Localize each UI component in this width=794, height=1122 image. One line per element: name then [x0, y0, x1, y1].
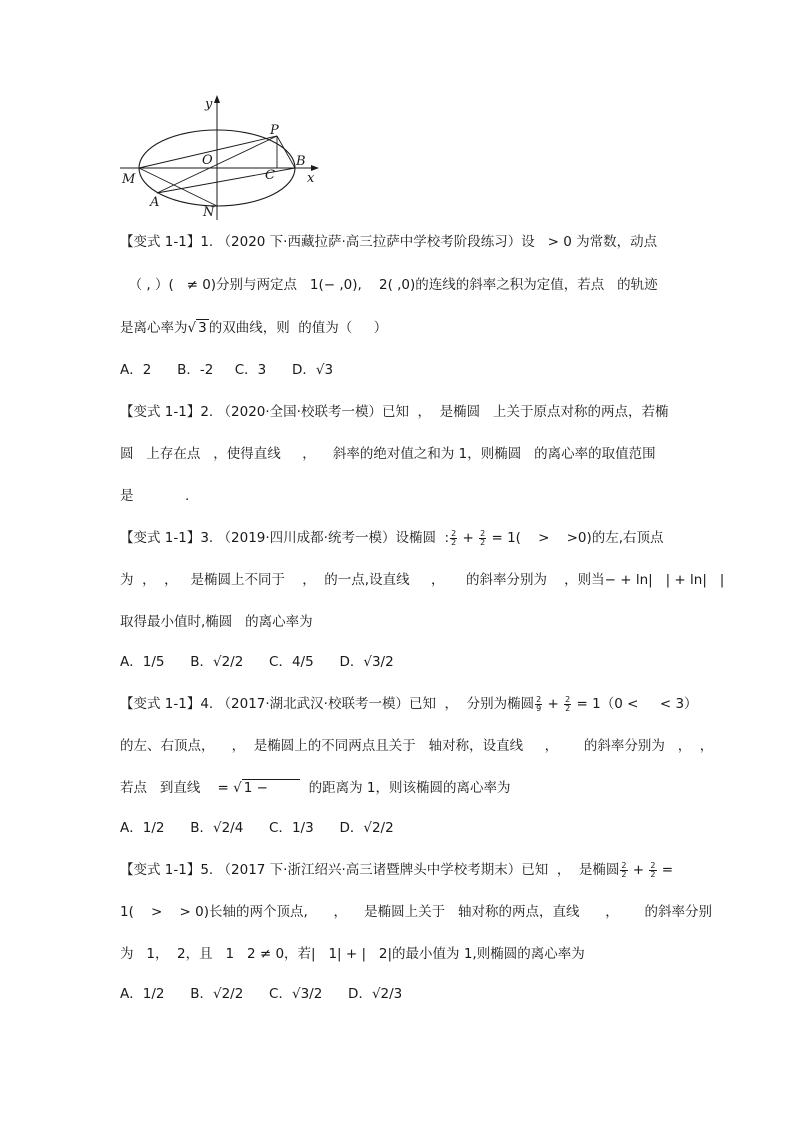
- q4-line-1: [120, 694, 698, 714]
- q2-line-2: 圆 上存在点 ，使得直线 ， 斜率的绝对值之和为 1，则椭圆 的离心率的取值范围: [120, 446, 656, 462]
- q4-line-3-post: 的距离为 1，则该椭圆的离心率为: [299, 780, 511, 796]
- q1-line-2: （ , ）( ≠ 0)分别与两定点 1(− ,0), 2( ,0)的连线的斜率之积为定值，若点 的轨迹: [120, 277, 658, 293]
- q4-frac2-den: 2: [565, 703, 571, 713]
- q3-line-3: 取得最小值时,椭圆 的离心率为: [120, 614, 313, 630]
- q1-line-1: 【变式 1-1】1. （2020 下·西藏拉萨·高三拉萨中学校考阶段练习）设 > 0 为常数，动点: [120, 234, 658, 250]
- q2-line-1: 【变式 1-1】2. （2020·全国·校联考一模）已知 ， 是椭圆 上关于原点对称的两点，若椭: [120, 404, 669, 420]
- q5-plus: +: [628, 862, 649, 878]
- q4-line-3: [120, 778, 510, 798]
- q1-line-3: [120, 318, 387, 338]
- q3-line-1-post: = 1( > >0)的左,右顶点: [487, 530, 664, 546]
- q3-choices: A．1/5 B．√2/2 C．4/5 D．√3/2: [120, 654, 394, 670]
- q4-line-1-pre: 【变式 1-1】4. （2017·湖北武汉·校联考一模）已知 ， 分别为椭圆: [120, 696, 535, 712]
- label-n: N: [203, 205, 215, 220]
- q1-choices: A．2 B．-2 C．3 D．√3: [120, 362, 334, 378]
- q4-frac1-num: 2: [536, 694, 542, 704]
- q5-line-1-pre: 【变式 1-1】5. （2017 下·浙江绍兴·高三诸暨牌头中学校考期末）已知 ， 是椭圆: [120, 862, 620, 878]
- label-m: M: [122, 172, 136, 187]
- q1-radicand: 3: [198, 320, 207, 336]
- q4-plus: +: [543, 696, 564, 712]
- q5-fraction-2: [649, 862, 656, 879]
- label-b: B: [296, 154, 306, 169]
- q4-fraction-1: [535, 696, 542, 713]
- q5-frac1-den: 2: [621, 869, 627, 879]
- q5-line-2: 1( > > 0)长轴的两个顶点, ， 是椭圆上关于 轴对称的两点，直线 ， 的斜率分别: [120, 904, 713, 920]
- q4-line-2: 的左、右顶点， ， 是椭圆上的不同两点且关于 轴对称，设直线 ， 的斜率分别为 ， ，: [120, 738, 714, 754]
- ellipse-diagram: [110, 92, 330, 222]
- q5-line-1-post: =: [657, 862, 674, 878]
- q5-fraction-1: [620, 862, 627, 879]
- q5-choices: A．1/2 B．√2/2 C．√3/2 D．√2/3: [120, 986, 403, 1002]
- q4-frac1-den: 9: [536, 703, 542, 713]
- q3-line-1-pre: 【变式 1-1】3. （2019·四川成都·统考一模）设椭圆 :: [120, 530, 450, 546]
- q3-line-2: 为 ， ， 是椭圆上不同于 ， 的一点,设直线 ， 的斜率分别为 ，则当− + ln| | + ln| |: [120, 572, 725, 588]
- q3-plus: +: [458, 530, 479, 546]
- q3-line-1: [120, 528, 664, 548]
- q3-frac1-num: 2: [451, 528, 457, 538]
- label-a: A: [150, 195, 160, 210]
- q3-frac2-num: 2: [480, 528, 486, 538]
- q4-choices: A．1/2 B．√2/4 C．1/3 D．√2/2: [120, 820, 394, 836]
- label-x: x: [307, 171, 315, 186]
- q5-frac1-num: 2: [621, 860, 627, 870]
- q5-frac2-den: 2: [650, 869, 656, 879]
- q3-fraction-2: [479, 530, 486, 547]
- q4-line-1-post: = 1（0 < < 3）: [572, 696, 698, 712]
- q1-line-3-post: 的双曲线，则 的值为（ ）: [208, 320, 388, 336]
- label-origin: O: [202, 153, 213, 168]
- q4-line-3-pre: 若点 到直线 = √: [120, 780, 242, 796]
- q1-line-3-pre: 是离心率为√: [120, 320, 197, 336]
- q5-frac2-num: 2: [650, 860, 656, 870]
- q4-radicand: 1 −: [243, 780, 298, 796]
- label-p: P: [270, 123, 279, 138]
- q5-line-1: [120, 860, 673, 880]
- q4-frac2-num: 2: [565, 694, 571, 704]
- label-y: y: [205, 97, 213, 112]
- q3-fraction-1: [450, 530, 457, 547]
- q5-line-3: 为 1， 2，且 1 2 ≠ 0，若| 1| + | 2|的最小值为 1,则椭圆的离心率为: [120, 946, 585, 962]
- q4-fraction-2: [564, 696, 571, 713]
- label-c: C: [265, 168, 275, 183]
- q3-frac1-den: 2: [451, 537, 457, 547]
- q3-frac2-den: 2: [480, 537, 486, 547]
- q2-line-3: 是 .: [120, 488, 190, 504]
